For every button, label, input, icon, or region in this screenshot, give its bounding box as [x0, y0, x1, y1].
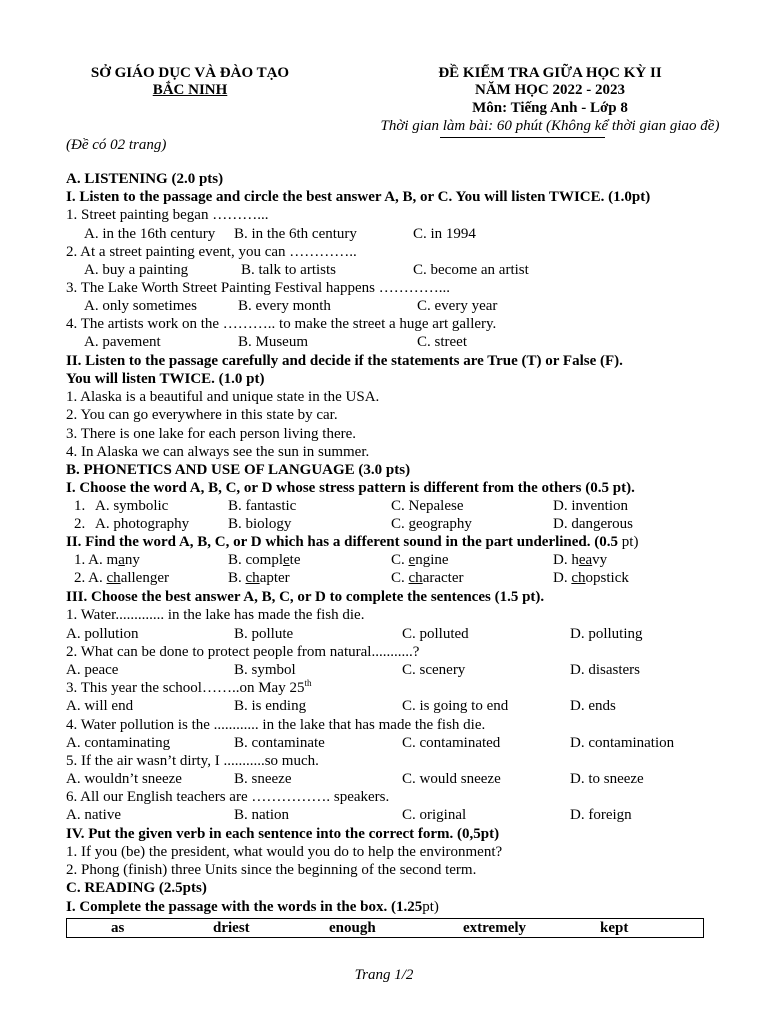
- b3-q4-c: C. contaminated: [402, 735, 501, 751]
- b1-q1-c: C. Nepalese: [391, 498, 464, 514]
- b3-q6: 6. All our English teachers are ……………. speakers.: [66, 789, 390, 805]
- b2-q2-b: B. chapter: [228, 570, 290, 586]
- a1-q2-b: B. talk to artists: [241, 262, 336, 278]
- b1-q1-a: A. symbolic: [95, 498, 169, 514]
- page-footer: Trang 1/2: [354, 967, 414, 983]
- word-box: [66, 918, 704, 938]
- b3-q4: 4. Water pollution is the ............ in the lake that has made the fish die.: [66, 717, 486, 733]
- a2-instruction-2: You will listen TWICE. (1.0 pt): [66, 371, 265, 387]
- b3-q3: 3. This year the school……..on May 25th: [66, 678, 312, 696]
- a1-q2: 2. At a street painting event, you can …………..: [66, 244, 357, 260]
- a2-instruction-1: II. Listen to the passage carefully and decide if the statements are True (T) or False (F).: [66, 353, 623, 369]
- b2-q2-a: 2. A. challenger: [74, 570, 169, 586]
- b3-q3-d: D. ends: [570, 698, 616, 714]
- b2-q1-c: C. engine: [391, 552, 449, 568]
- b3-q5-d: D. to sneeze: [570, 771, 644, 787]
- a1-q1-c: C. in 1994: [413, 226, 476, 242]
- school-year: NĂM HỌC 2022 - 2023: [475, 82, 625, 98]
- word-box-item: kept: [600, 920, 629, 936]
- b3-q6-b: B. nation: [234, 807, 289, 823]
- a1-q1: 1. Street painting began ………...: [66, 207, 269, 223]
- a1-q4-a: A. pavement: [84, 334, 161, 350]
- exam-title: ĐỀ KIỂM TRA GIỮA HỌC KỲ II: [438, 65, 662, 81]
- b3-q6-c: C. original: [402, 807, 467, 823]
- b3-q1-a: A. pollution: [66, 626, 139, 642]
- b1-q2-d: D. dangerous: [553, 516, 633, 532]
- b2-q1-d: D. heavy: [553, 552, 608, 568]
- b1-q2-num: 2.: [74, 516, 86, 532]
- b2-q2-c: C. character: [391, 570, 464, 586]
- b3-q5-a: A. wouldn’t sneeze: [66, 771, 182, 787]
- b2-q1-a: 1. A. many: [74, 552, 140, 568]
- b3-q1-b: B. pollute: [234, 626, 294, 642]
- b3-q3-b: B. is ending: [234, 698, 307, 714]
- b2-q2-d: D. chopstick: [553, 570, 629, 586]
- a2-statement-4: 4. In Alaska we can always see the sun in summer.: [66, 444, 370, 460]
- a1-q2-a: A. buy a painting: [84, 262, 189, 278]
- b1-q2-b: B. biology: [228, 516, 292, 532]
- b3-q6-d: D. foreign: [570, 807, 632, 823]
- b3-q2-b: B. symbol: [234, 662, 296, 678]
- b3-q1-d: D. polluting: [570, 626, 643, 642]
- a1-q3-b: B. every month: [238, 298, 331, 314]
- b4-q2: 2. Phong (finish) three Units since the beginning of the second term.: [66, 862, 477, 878]
- time-allowed: Thời gian làm bài: 60 phút (Không kể thời gian giao đề): [380, 118, 720, 134]
- b3-q3-a: A. will end: [66, 698, 134, 714]
- a1-q4-b: B. Museum: [238, 334, 309, 350]
- b3-q5: 5. If the air wasn’t dirty, I ...........so much.: [66, 753, 319, 769]
- b4-instruction: IV. Put the given verb in each sentence into the correct form. (0,5pt): [66, 826, 500, 842]
- b3-q1-c: C. polluted: [402, 626, 469, 642]
- b1-q1-d: D. invention: [553, 498, 628, 514]
- province-name: BẮC NINH: [152, 82, 228, 98]
- b3-q2-a: A. peace: [66, 662, 119, 678]
- section-a-title: A. LISTENING (2.0 pts): [66, 171, 224, 187]
- b3-instruction: III. Choose the best answer A, B, C, or D to complete the sentences (1.5 pt).: [66, 589, 545, 605]
- a1-instruction: I. Listen to the passage and circle the best answer A, B, or C. You will listen TWICE. (1.0pt): [66, 189, 651, 205]
- a1-q4-c: C. street: [417, 334, 467, 350]
- dept-name: SỞ GIÁO DỤC VÀ ĐÀO TẠO: [90, 65, 290, 81]
- a1-q4: 4. The artists work on the ……….. to make the street a huge art gallery.: [66, 316, 497, 332]
- b4-q1: 1. If you (be) the president, what would you do to help the environment?: [66, 844, 503, 860]
- b3-q5-c: C. would sneeze: [402, 771, 501, 787]
- b3-q1: 1. Water............. in the lake has made the fish die.: [66, 607, 365, 623]
- b2-instruction: II. Find the word A, B, C, or D which has a different sound in the part underlined. (0.5 pt): [66, 534, 639, 550]
- b1-q1-num: 1.: [74, 498, 86, 514]
- a1-q3: 3. The Lake Worth Street Painting Festival happens …………...: [66, 280, 451, 296]
- b3-q2-c: C. scenery: [402, 662, 466, 678]
- word-box-item: as: [111, 920, 125, 936]
- b3-q4-b: B. contaminate: [234, 735, 325, 751]
- a1-q2-c: C. become an artist: [413, 262, 529, 278]
- header-divider: [440, 137, 605, 138]
- b2-q1-b: B. complete: [228, 552, 301, 568]
- word-box-item: enough: [329, 920, 376, 936]
- b3-q5-b: B. sneeze: [234, 771, 292, 787]
- a1-q1-b: B. in the 6th century: [234, 226, 357, 242]
- a1-q3-c: C. every year: [417, 298, 498, 314]
- a1-q3-a: A. only sometimes: [84, 298, 197, 314]
- b3-q2: 2. What can be done to protect people from natural...........?: [66, 644, 420, 660]
- section-c-title: C. READING (2.5pts): [66, 880, 207, 896]
- c1-instruction: I. Complete the passage with the words in the box. (1.25pt): [66, 899, 439, 915]
- a2-statement-2: 2. You can go everywhere in this state by car.: [66, 407, 338, 423]
- b3-q4-d: D. contamination: [570, 735, 675, 751]
- b3-q4-a: A. contaminating: [66, 735, 171, 751]
- b1-q1-b: B. fantastic: [228, 498, 297, 514]
- b3-q2-d: D. disasters: [570, 662, 640, 678]
- b1-q2-a: A. photography: [95, 516, 190, 532]
- word-box-item: extremely: [463, 920, 527, 936]
- b1-q2-c: C. geography: [391, 516, 472, 532]
- b3-q3-c: C. is going to end: [402, 698, 509, 714]
- b1-instruction: I. Choose the word A, B, C, or D whose stress pattern is different from the others (0.5 pt).: [66, 480, 635, 496]
- subject: Môn: Tiếng Anh - Lớp 8: [472, 100, 628, 116]
- a2-statement-1: 1. Alaska is a beautiful and unique state in the USA.: [66, 389, 380, 405]
- page-count-note: (Đề có 02 trang): [66, 137, 167, 153]
- word-box-item: driest: [213, 920, 250, 936]
- a1-q1-a: A. in the 16th century: [84, 226, 216, 242]
- b3-q6-a: A. native: [66, 807, 121, 823]
- a2-statement-3: 3. There is one lake for each person living there.: [66, 426, 357, 442]
- section-b-title: B. PHONETICS AND USE OF LANGUAGE (3.0 pts): [66, 462, 411, 478]
